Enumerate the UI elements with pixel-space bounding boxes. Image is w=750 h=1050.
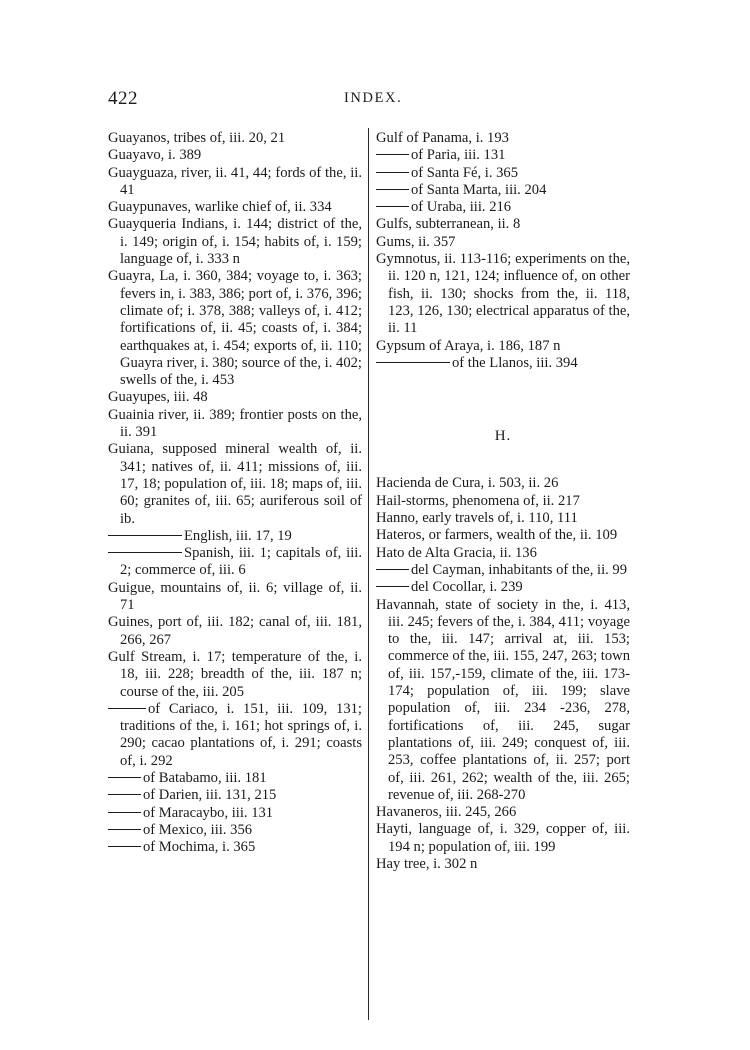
index-entries-g-continued [376, 130, 630, 372]
index-entry-text: Gymnotus, ii. 113-116; experiments on the, ii. 120 n, 121, 124; influence of, on other fish, ii. 130; shocks from the, ii. 118, 123, 126, 130; electrical apparatus of the, ii. 11 [376, 251, 630, 337]
ditto-dash [108, 552, 182, 553]
index-entry-text: Hayti, language of, i. 329, copper of, iii. 194 n; population of, iii. 199 [376, 821, 630, 855]
column-divider [368, 128, 369, 1020]
index-entry [108, 268, 362, 389]
index-entry [376, 165, 630, 182]
index-entry-text: of Santa Fé, i. 365 [411, 164, 519, 181]
index-entry [376, 856, 630, 873]
ditto-dash [376, 206, 409, 207]
index-entry-text: Spanish, iii. 1; capitals of, iii. 2; commerce of, iii. 6 [120, 545, 362, 579]
index-entry [108, 130, 362, 147]
index-entry-text: Guaypunaves, warlike chief of, ii. 334 [108, 199, 332, 216]
index-entry [108, 580, 362, 615]
ditto-dash [108, 812, 141, 813]
index-entry [108, 787, 362, 804]
index-entry-text: Havannah, state of society in the, i. 413, iii. 245; fevers of the, i. 384, 411; voyage to the, iii. 147; arrival at, iii. 153; commerce of the, iii. 155, 247, 263; town of, iii. 157,-159, climate of the, iii. 173-174; population of, iii. 199; slave population of, iii. 234 -236, 278, fortifications of, iii. 245, sugar plantations of, iii. 249; conquest of, iii. 253, coffee plantations of, ii. 257; port of, iii. 261, 262; wealth of the, iii. 265; revenue of, iii. 268-270 [376, 596, 630, 803]
index-entry [108, 839, 362, 856]
index-entries-h [376, 475, 630, 873]
index-entry-text: Hateros, or farmers, wealth of the, ii. 109 [376, 527, 618, 544]
index-entry [376, 199, 630, 216]
index-entry [108, 199, 362, 216]
index-entry-text: Havaneros, iii. 245, 266 [376, 804, 517, 821]
index-entry-text: Gulf Stream, i. 17; temperature of the, i. 18, iii. 228; breadth of the, iii. 187 n; course of the, iii. 205 [108, 648, 362, 700]
index-column-right [376, 130, 630, 873]
index-entry-text: Gypsum of Araya, i. 186, 187 n [376, 337, 561, 354]
index-entry-text: Hato de Alta Gracia, ii. 136 [376, 544, 537, 561]
index-entry [108, 822, 362, 839]
index-entry [108, 649, 362, 701]
index-entry-text: of Mochima, i. 365 [143, 839, 256, 856]
index-entry [376, 338, 630, 355]
index-entry-text: Guigue, mountains of, ii. 6; village of, ii. 71 [108, 579, 362, 614]
index-entry-text: Hanno, early travels of, i. 110, 111 [376, 510, 578, 527]
index-entry [376, 545, 630, 562]
index-entry-text: of Mexico, iii. 356 [143, 821, 253, 838]
section-heading: H. [494, 428, 512, 445]
index-entry-text: of Paria, iii. 131 [411, 147, 506, 164]
index-entry-text: English, iii. 17, 19 [184, 527, 292, 544]
index-entry-text: Gums, ii. 357 [376, 233, 456, 250]
index-entry-text: Guayanos, tribes of, iii. 20, 21 [108, 130, 286, 146]
index-entry [376, 510, 630, 527]
index-entry [108, 614, 362, 649]
index-entry [108, 805, 362, 822]
index-entry [376, 821, 630, 856]
index-entry-text: Gulf of Panama, i. 193 [376, 130, 509, 146]
index-entry-text: Hacienda de Cura, i. 503, ii. 26 [376, 475, 559, 492]
index-entry [376, 527, 630, 544]
index-entry [376, 475, 630, 492]
index-entry-text: Guayavo, i. 389 [108, 147, 202, 164]
index-entry [108, 441, 362, 527]
ditto-dash [108, 794, 141, 795]
index-entry [108, 389, 362, 406]
ditto-dash [108, 708, 146, 709]
index-entry-text: Guines, port of, iii. 182; canal of, iii. 181, 266, 267 [108, 614, 362, 648]
index-entry-text: of Uraba, iii. 216 [411, 199, 512, 216]
index-entry [108, 701, 362, 770]
ditto-dash [376, 189, 409, 190]
index-entry-text: Guayupes, iii. 48 [108, 389, 208, 406]
index-entry [376, 562, 630, 579]
ditto-dash [108, 535, 182, 536]
index-entry [108, 528, 362, 545]
index-entry-text: Guayra, La, i. 360, 384; voyage to, i. 363; fevers in, i. 383, 386; port of, i. 376, 396; climate of; i. 378, 388; valleys of, i. 412; fortifications of, ii. 45; coasts of, i. 384; earthquakes at, i. 454; exports of, ii. 110; Guayra river, i. 380; source of the, i. 402; swells of the, i. 453 [108, 268, 362, 389]
index-entry [376, 355, 630, 372]
index-entry-text: Guayqueria Indians, i. 144; district of the, i. 149; origin of, i. 154; habits of, i. 159; language of, i. 333 n [108, 216, 362, 268]
index-entry [376, 182, 630, 199]
ditto-dash [376, 154, 409, 155]
index-entry [108, 770, 362, 787]
index-entry-text: del Cocollar, i. 239 [411, 579, 523, 596]
ditto-dash [108, 829, 141, 830]
index-entry-text: Guainia river, ii. 389; frontier posts on the, ii. 391 [108, 406, 362, 441]
index-entry [108, 165, 362, 200]
index-entry [108, 545, 362, 580]
index-entry-text: of Cariaco, i. 151, iii. 109, 131; traditions of the, i. 161; hot springs of, i. 290; cacao plantations of, i. 291; coasts of, i. 292 [120, 700, 362, 769]
running-head: INDEX. [344, 90, 403, 106]
index-entry-text: of Darien, iii. 131, 215 [143, 787, 277, 804]
index-entry [376, 597, 630, 805]
index-entry [376, 251, 630, 337]
index-entry-text: Hay tree, i. 302 n [376, 855, 478, 872]
index-entry [376, 130, 630, 147]
index-entry-text: Gulfs, subterranean, ii. 8 [376, 216, 521, 233]
index-entry-text: of Santa Marta, iii. 204 [411, 181, 547, 198]
index-column-left [108, 130, 362, 856]
index-entry-text: Hail-storms, phenomena of, ii. 217 [376, 492, 580, 509]
index-entry [376, 579, 630, 596]
page-header [108, 88, 628, 114]
ditto-dash [108, 777, 141, 778]
index-entry-text: of Maracaybo, iii. 131 [143, 804, 274, 821]
index-entry-text: of the Llanos, iii. 394 [452, 354, 578, 371]
index-entry [376, 234, 630, 251]
index-entry-text: del Cayman, inhabitants of the, ii. 99 [411, 561, 628, 578]
index-entry [376, 493, 630, 510]
ditto-dash [376, 172, 409, 173]
index-entry-text: Guayguaza, river, ii. 41, 44; fords of the, ii. 41 [108, 164, 362, 198]
ditto-dash [376, 569, 409, 570]
index-entry [108, 407, 362, 442]
index-entry [376, 147, 630, 164]
index-entry [376, 804, 630, 821]
index-entry [108, 216, 362, 268]
index-entry-text: of Batabamo, iii. 181 [143, 769, 267, 786]
ditto-dash [376, 362, 450, 363]
index-entry-text: Guiana, supposed mineral wealth of, ii. 341; natives of, ii. 411; missions of, iii. 17, 18; population of, iii. 18; maps of, iii. 60; granites of, iii. 65; auriferous soil of ib. [108, 441, 362, 527]
page-number: 422 [108, 88, 138, 109]
ditto-dash [108, 846, 141, 847]
index-entry [376, 216, 630, 233]
index-entry [108, 147, 362, 164]
ditto-dash [376, 586, 409, 587]
